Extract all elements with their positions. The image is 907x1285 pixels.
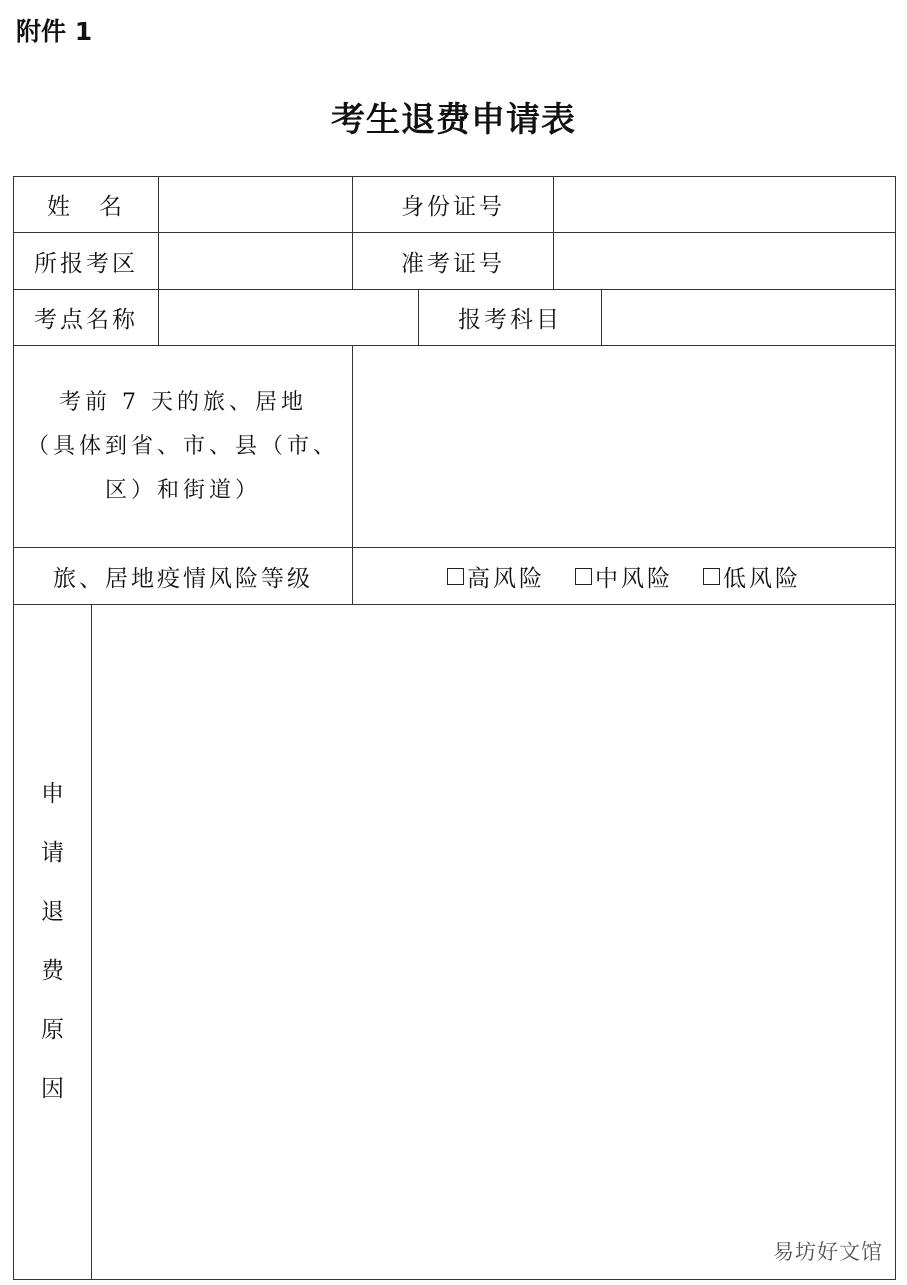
exam-subject-field[interactable] — [602, 290, 895, 345]
travel-location-field[interactable] — [353, 346, 895, 547]
travel-label-line-1: 考前 7 天的旅、居地 — [59, 389, 307, 415]
name-label: 姓 名 — [47, 194, 125, 220]
refund-application-form — [13, 176, 896, 1280]
travel-location-label — [14, 346, 352, 547]
admission-ticket-label: 准考证号 — [401, 250, 505, 277]
refund-reason-field[interactable] — [92, 605, 895, 1279]
refund-reason-label — [14, 765, 91, 1119]
travel-label-line-2: （具体到省、市、县（市、 — [26, 433, 339, 459]
low-risk-option[interactable] — [703, 560, 801, 593]
attachment-label: 附件 1 — [16, 17, 93, 46]
medium-risk-label: 中风险 — [595, 565, 673, 592]
reason-char: 退 — [41, 899, 64, 925]
checkbox-icon[interactable] — [575, 568, 592, 585]
reason-char: 请 — [41, 840, 64, 866]
medium-risk-option[interactable] — [575, 560, 673, 593]
high-risk-option[interactable] — [447, 560, 545, 593]
watermark-text: 易坊好文馆 — [773, 1240, 883, 1264]
admission-ticket-field[interactable] — [554, 233, 895, 289]
exam-site-label: 考点名称 — [34, 307, 138, 333]
exam-subject-label: 报考科目 — [458, 307, 562, 333]
travel-label-line-3: 区）和街道） — [104, 477, 261, 503]
low-risk-label: 低风险 — [723, 565, 801, 592]
name-field[interactable] — [159, 177, 352, 232]
checkbox-icon[interactable] — [703, 568, 720, 585]
checkbox-icon[interactable] — [447, 568, 464, 585]
reason-char: 因 — [41, 1076, 64, 1102]
id-number-field[interactable] — [554, 177, 895, 232]
risk-level-options — [353, 548, 895, 604]
reason-char: 费 — [41, 958, 64, 984]
exam-site-field[interactable] — [159, 290, 418, 345]
reason-char: 申 — [41, 781, 64, 807]
high-risk-label: 高风险 — [467, 565, 545, 592]
id-number-label: 身份证号 — [401, 194, 505, 220]
reason-char: 原 — [41, 1017, 64, 1043]
form-title: 考生退费申请表 — [331, 100, 576, 140]
exam-district-label: 所报考区 — [34, 250, 138, 277]
exam-district-field[interactable] — [159, 233, 352, 289]
risk-level-label: 旅、居地疫情风险等级 — [53, 565, 313, 592]
